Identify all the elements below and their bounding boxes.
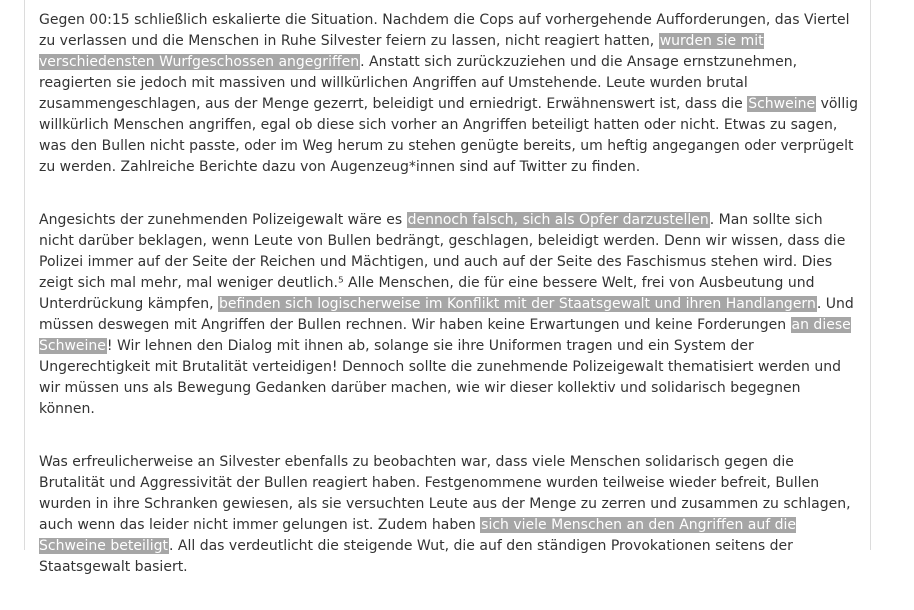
highlighted-text[interactable]: befinden sich logischerweise im Konflikt mit der Staatsgewalt und ihren Handlangern (219, 296, 816, 312)
paragraph-3 (39, 452, 859, 578)
text-segment: . Und müssen deswegen mit Angriffen der Bullen rechnen. Wir haben keine Erwartungen und keine Forderungen (39, 296, 854, 333)
text-segment: . Anstatt sich zurückzuziehen und die Ansage ernstzunehmen, reagierten sie jedoch mit massiven und willkürlichen Angriffen auf Umstehende. Leute wurden brutal zusammengeschlagen, aus der Menge gezerrt, beleidigt und erniedrigt. Erwähnenswert ist, dass die (39, 54, 798, 112)
highlighted-text[interactable]: an diese Schweine (39, 317, 851, 354)
text-segment: Angesichts der zunehmenden Polizeigewalt wäre es (39, 212, 407, 228)
highlighted-text[interactable]: sich viele Menschen an den Angriffen auf die Schweine beteiligt (39, 517, 796, 554)
highlighted-text[interactable]: dennoch falsch, sich als Opfer darzustellen (407, 212, 709, 228)
highlighted-text[interactable]: Schweine (748, 96, 816, 112)
text-segment: Was erfreulicherweise an Silvester ebenfalls zu beobachten war, dass viele Menschen solidarisch gegen die Brutalität und Aggressivität der Bullen reagiert haben. Festgenommene wurden teilweise wieder befreit, Bullen wurden in ihre Schranken gewiesen, als sie versuchten Leute aus der Menge zu zerren und zusammen zu schlagen, auch wenn das leider nicht immer gelungen ist. Zudem haben (39, 454, 851, 533)
text-segment: . All das verdeutlicht die steigende Wut, die auf den ständigen Provokationen seitens der Staatsgewalt basiert. (39, 538, 793, 575)
text-segment: Gegen 00:15 schließlich eskalierte die Situation. Nachdem die Cops auf vorhergehende Aufforderungen, das Viertel zu verlassen und die Menschen in Ruhe Silvester feiern zu lassen, nicht reagiert hatten, (39, 12, 850, 49)
text-segment: . Man sollte sich nicht darüber beklagen, wenn Leute von Bullen bedrängt, geschlagen, beleidigt werden. Denn wir wissen, dass die Polizei immer auf der Seite der Reichen und Mächtigen, und auch auf der Seite des Faschismus stehen wird. Dies zeigt sich mal mehr, mal weniger deutlich.⁵ Alle Menschen, die für eine bessere Welt, frei von Ausbeutung und Unterdrückung kämpfen, (39, 212, 846, 312)
text-segment: ! Wir lehnen den Dialog mit ihnen ab, solange sie ihre Uniformen tragen und ein System der Ungerechtigkeit mit Brutalität verteidigen! Dennoch sollte die zunehmende Polizeigewalt thematisiert werden und wir müssen uns als Bewegung Gedanken darüber machen, wie wir dieser kollektiv und solidarisch begegnen können. (39, 338, 841, 417)
article-body (39, 10, 859, 610)
paragraph-1 (39, 10, 859, 178)
article-page (24, 0, 871, 575)
paragraph-2 (39, 210, 859, 420)
highlighted-text[interactable]: wurden sie mit verschiedensten Wurfgeschossen angegriffen (39, 33, 764, 70)
text-segment: völlig willkürlich Menschen angriffen, egal ob diese sich vorher an Angriffen beteiligt hatten oder nicht. Etwas zu sagen, was den Bullen nicht passte, oder im Weg herum zu stehen genügte bereits, um heftig angegangen oder verprügelt zu werden. Zahlreiche Berichte dazu von Augenzeug*innen sind auf Twitter zu finden. (39, 96, 858, 175)
